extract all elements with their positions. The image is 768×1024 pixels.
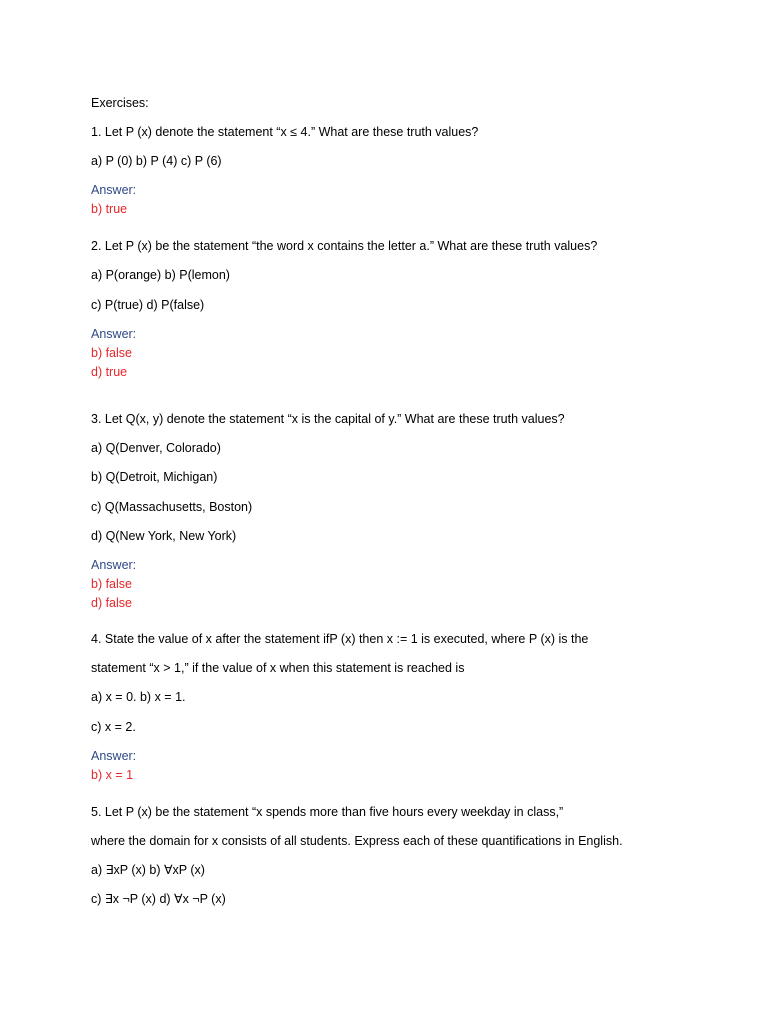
question-2-options-ab: a) P(orange) b) P(lemon) <box>91 268 230 282</box>
question-3-answer-b: b) false <box>91 577 132 591</box>
question-2-answer-b: b) false <box>91 346 132 360</box>
question-3-option-b: b) Q(Detroit, Michigan) <box>91 470 218 484</box>
question-2-answer-d: d) true <box>91 365 128 379</box>
question-3-answer-label: Answer: <box>91 558 137 572</box>
question-1-text: 1. Let P (x) denote the statement “x ≤ 4.” What are these truth values? <box>91 125 479 139</box>
question-5-text-line-1: 5. Let P (x) be the statement “x spends more than five hours every weekday in class,” <box>91 805 564 819</box>
question-4-answer-label: Answer: <box>91 749 137 763</box>
question-3-option-d: d) Q(New York, New York) <box>91 529 237 543</box>
question-2-text: 2. Let P (x) be the statement “the word x contains the letter a.” What are these truth values? <box>91 239 598 253</box>
question-4-text-line-2: statement “x > 1,” if the value of x when this statement is reached is <box>91 661 465 675</box>
question-4-answer-b: b) x = 1 <box>91 768 134 782</box>
question-3-answer-d: d) false <box>91 596 132 610</box>
question-2-answer-label: Answer: <box>91 327 137 341</box>
question-1-answer-label: Answer: <box>91 183 137 197</box>
question-4-options-ab: a) x = 0. b) x = 1. <box>91 690 186 704</box>
question-4-option-c: c) x = 2. <box>91 720 136 734</box>
question-5-options-cd: c) ∃x ¬P (x) d) ∀x ¬P (x) <box>91 892 226 906</box>
question-4-text-line-1: 4. State the value of x after the statement ifP (x) then x := 1 is executed, where P (x) is the <box>91 632 589 646</box>
exercises-heading: Exercises: <box>91 96 149 110</box>
question-3-option-a: a) Q(Denver, Colorado) <box>91 441 221 455</box>
question-5-options-ab: a) ∃xP (x) b) ∀xP (x) <box>91 863 205 877</box>
question-2-options-cd: c) P(true) d) P(false) <box>91 298 205 312</box>
question-3-option-c: c) Q(Massachusetts, Boston) <box>91 500 253 514</box>
question-3-text: 3. Let Q(x, y) denote the statement “x is the capital of y.” What are these truth values? <box>91 412 565 426</box>
question-1-answer-b: b) true <box>91 202 128 216</box>
question-5-text-line-2: where the domain for x consists of all students. Express each of these quantifications in English. <box>91 834 623 848</box>
question-1-options: a) P (0) b) P (4) c) P (6) <box>91 154 222 168</box>
